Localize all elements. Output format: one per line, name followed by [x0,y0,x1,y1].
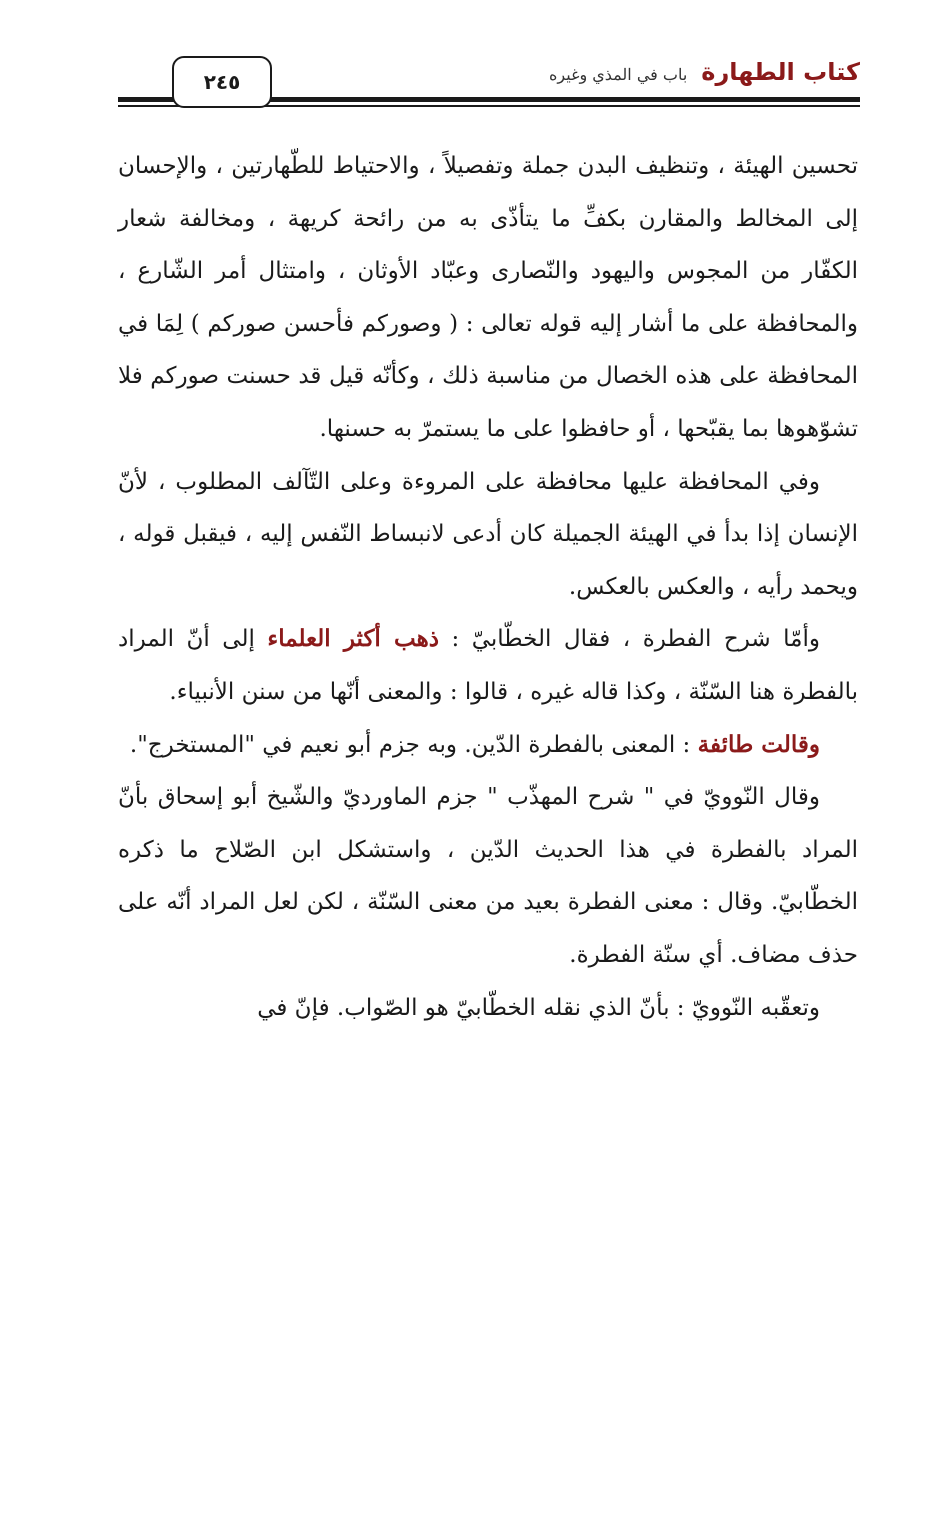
highlighted-phrase: ذهب أكثر العلماء [267,625,439,653]
paragraph [118,982,858,1035]
text-segment: وفي المحافظة عليها محافظة على المروءة وعلى التّآلف المطلوب ، لأنّ الإنسان إذا بدأ في الهيئة الجميلة كان أدعى لانبساط النّفس إليه ، فيقبل قوله ، ويحمد رأيه ، والعكس بالعكس. [118,468,858,600]
paragraph [118,613,858,718]
text-segment: إلى أنّ المراد بالفطرة هنا السّنّة ، وكذا قاله غيره ، قالوا : والمعنى أنّها من سنن الأنبياء. [118,626,858,705]
page-number: ٢٤٥ [172,56,272,108]
paragraph [118,140,858,456]
paragraph [118,719,858,772]
chapter-title: باب في المذي وغيره [549,65,688,84]
paragraph [118,456,858,614]
text-segment: وأمّا شرح الفطرة ، فقال الخطّابيّ : [438,626,820,653]
text-segment: وقال النّوويّ في " شرح المهذّب " جزم الماورديّ والشّيخ أبو إسحاق بأنّ المراد بالفطرة في هذا الحديث الدّين ، واستشكل ابن الصّلاح ما ذكره الخطّابيّ. وقال : معنى الفطرة بعيد من معنى السّنّة ، لكن لعل المراد أنّه على حذف مضاف. أي سنّة الفطرة. [118,784,858,968]
text-segment: وتعقّبه النّوويّ : بأنّ الذي نقله الخطّابيّ هو الصّواب. فإنّ في [257,994,820,1021]
body-text [118,140,858,1034]
running-header [549,58,860,86]
text-segment: : المعنى بالفطرة الدّين. وبه جزم أبو نعيم في "المستخرج". [129,731,698,758]
highlighted-phrase: وقالت طائفة [697,730,820,758]
text-segment: تحسين الهيئة ، وتنظيف البدن جملة وتفصيلاً ، والاحتياط للطّهارتين ، والإحسان إلى المخالط والمقارن بكفِّ ما يتأذّى به من رائحة كريهة ، ومخالفة شعار الكفّار من المجوس واليهود والنّصارى وعبّاد الأوثان ، وامتثال أمر الشّارع ، والمحافظة على ما أشار إليه قوله تعالى : ( وصوركم فأحسن صوركم ) لِمَا في المحافظة على هذه الخصال من مناسبة ذلك ، وكأنّه قيل قد حسنت صوركم فلا تشوّهوها بما يقبّحها ، أو حافظوا على ما يستمرّ به حسنها. [118,153,858,442]
book-title: كتاب الطهارة [701,58,860,86]
paragraph [118,771,858,981]
